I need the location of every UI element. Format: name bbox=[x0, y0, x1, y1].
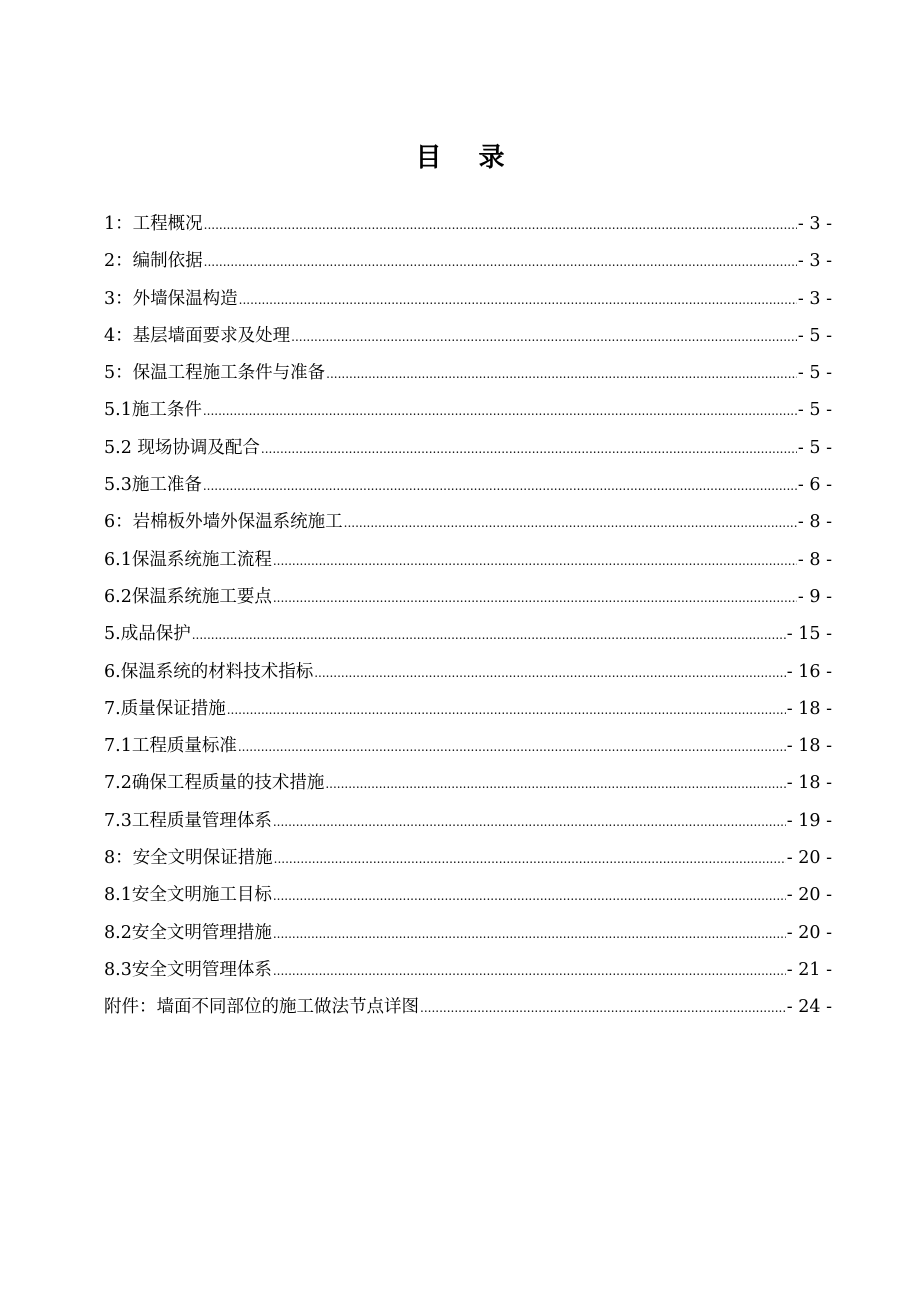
toc-entry-label: 8.3安全文明管理体系 bbox=[104, 959, 272, 980]
toc-entry[interactable] bbox=[104, 803, 832, 840]
toc-entry[interactable] bbox=[104, 915, 832, 952]
toc-entry-page: - 16 - bbox=[786, 661, 832, 682]
toc-dot-leader bbox=[238, 728, 786, 766]
toc-entry-label: 7.1工程质量标准 bbox=[104, 736, 237, 757]
toc-entry-page: - 8 - bbox=[797, 549, 832, 570]
toc-dot-leader bbox=[239, 281, 797, 319]
toc-entry[interactable] bbox=[104, 952, 832, 989]
toc-entry-page: - 18 - bbox=[786, 736, 832, 757]
toc-entry[interactable] bbox=[104, 504, 832, 541]
toc-entry-page: - 19 - bbox=[786, 810, 832, 831]
toc-entry-label: 6.保温系统的材料技术指标 bbox=[104, 661, 314, 682]
toc-entry-label: 1：工程概况 bbox=[104, 214, 203, 234]
toc-dot-leader bbox=[273, 803, 786, 841]
toc-dot-leader bbox=[325, 765, 785, 803]
toc-entry-label: 8.1安全文明施工目标 bbox=[104, 885, 272, 906]
toc-entry[interactable] bbox=[104, 840, 832, 877]
toc-entry-label: 5.成品保护 bbox=[104, 624, 191, 645]
toc-entry-label: 6.2保温系统施工要点 bbox=[104, 586, 272, 607]
toc-entry-label: 7.质量保证措施 bbox=[104, 698, 226, 719]
toc-dot-leader bbox=[261, 430, 797, 468]
toc-entry[interactable] bbox=[104, 542, 832, 579]
toc-dot-leader bbox=[326, 355, 797, 393]
toc-entry-page: - 20 - bbox=[786, 922, 832, 943]
toc-entry-page: - 3 - bbox=[797, 288, 832, 309]
toc-entry-label: 5.1施工条件 bbox=[104, 400, 202, 421]
toc-entry-label: 4：基层墙面要求及处理 bbox=[104, 325, 291, 346]
toc-entry-page: - 18 - bbox=[786, 773, 832, 794]
toc-entry-page: - 9 - bbox=[797, 586, 832, 607]
toc-entry[interactable] bbox=[104, 430, 832, 467]
toc-entry[interactable] bbox=[104, 654, 832, 691]
toc-entry[interactable] bbox=[104, 243, 832, 280]
toc-entry-label: 附件：墙面不同部位的施工做法节点详图 bbox=[104, 997, 419, 1018]
toc-entry[interactable] bbox=[104, 989, 832, 1026]
toc-entry-page: - 20 - bbox=[786, 848, 832, 869]
toc-entry[interactable] bbox=[104, 467, 832, 504]
toc-entry-label: 6：岩棉板外墙外保温系统施工 bbox=[104, 512, 343, 533]
toc-entry-page: - 8 - bbox=[797, 512, 832, 533]
toc-entry-label: 8：安全文明保证措施 bbox=[104, 848, 273, 869]
toc-entry-label: 3：外墙保温构造 bbox=[104, 288, 238, 309]
toc-entry[interactable] bbox=[104, 318, 832, 355]
toc-entry-label: 5.3施工准备 bbox=[104, 475, 202, 496]
toc-dot-leader bbox=[420, 989, 786, 1027]
toc-entry-page: - 5 - bbox=[797, 400, 832, 421]
toc-entry-page: - 20 - bbox=[786, 885, 832, 906]
toc-dot-leader bbox=[273, 877, 786, 915]
toc-dot-leader bbox=[204, 243, 797, 281]
toc-entry[interactable] bbox=[104, 691, 832, 728]
toc-entry[interactable] bbox=[104, 355, 832, 392]
toc-entry-page: - 5 - bbox=[797, 437, 832, 458]
toc-entry-label: 8.2安全文明管理措施 bbox=[104, 922, 272, 943]
toc-entry-label: 5：保温工程施工条件与准备 bbox=[104, 363, 326, 384]
toc-entry-page: - 5 - bbox=[797, 325, 832, 346]
toc-dot-leader bbox=[273, 579, 797, 617]
toc-entry[interactable] bbox=[104, 579, 832, 616]
toc-dot-leader bbox=[204, 206, 797, 244]
toc-dot-leader bbox=[274, 840, 786, 878]
toc-dot-leader bbox=[344, 504, 797, 542]
toc-entry-page: - 6 - bbox=[797, 475, 832, 496]
toc-dot-leader bbox=[227, 691, 786, 729]
toc-entry[interactable] bbox=[104, 616, 832, 653]
toc-entry-page: - 3 - bbox=[797, 251, 832, 272]
toc-entry-page: - 15 - bbox=[786, 624, 832, 645]
toc-entry-label: 6.1保温系统施工流程 bbox=[104, 549, 272, 570]
toc-entry-page: - 5 - bbox=[797, 363, 832, 384]
toc-entry[interactable] bbox=[104, 728, 832, 765]
toc-dot-leader bbox=[203, 392, 797, 430]
toc-entry[interactable] bbox=[104, 392, 832, 429]
toc-dot-leader bbox=[291, 318, 797, 356]
toc-entry-label: 2：编制依据 bbox=[104, 251, 203, 272]
toc-entry-page: - 18 - bbox=[786, 698, 832, 719]
table-of-contents bbox=[104, 206, 832, 1027]
toc-dot-leader bbox=[273, 952, 786, 990]
toc-entry-page: - 3 - bbox=[797, 214, 832, 234]
page-title: 目 录 bbox=[415, 143, 519, 173]
toc-dot-leader bbox=[273, 915, 786, 953]
toc-entry-label: 7.3工程质量管理体系 bbox=[104, 810, 272, 831]
toc-dot-leader bbox=[203, 467, 797, 505]
toc-entry[interactable] bbox=[104, 765, 832, 802]
toc-dot-leader bbox=[192, 616, 786, 654]
toc-entry-page: - 24 - bbox=[786, 997, 832, 1018]
toc-dot-leader bbox=[314, 654, 786, 692]
toc-entry-page: - 21 - bbox=[786, 959, 832, 980]
toc-entry-label: 7.2确保工程质量的技术措施 bbox=[104, 773, 325, 794]
toc-entry-label: 5.2 现场协调及配合 bbox=[104, 437, 260, 458]
toc-entry[interactable] bbox=[104, 281, 832, 318]
toc-entry[interactable] bbox=[104, 206, 832, 243]
toc-entry[interactable] bbox=[104, 877, 832, 914]
toc-dot-leader bbox=[273, 542, 797, 580]
